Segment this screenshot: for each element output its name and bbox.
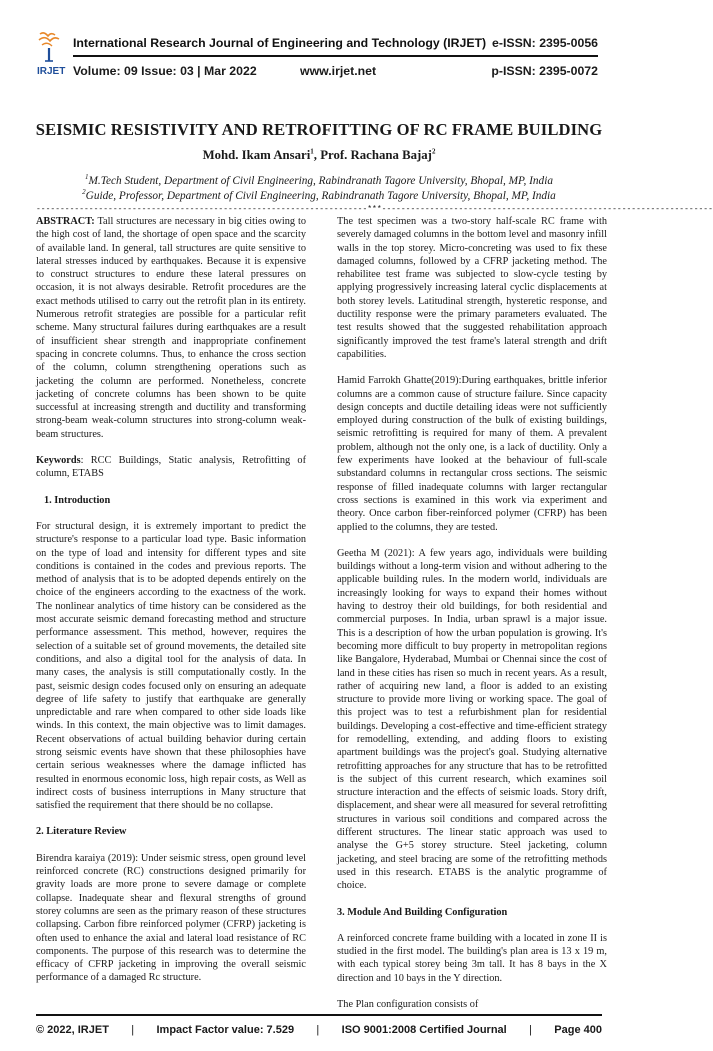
paper-title: SEISMIC RESISTIVITY AND RETROFITTING OF RC FRAME BUILDING (35, 120, 603, 139)
affiliation-1 (0, 175, 638, 187)
left-column (36, 215, 306, 985)
journal-header (0, 0, 638, 84)
header-rule (73, 55, 598, 57)
abstract-label: ABSTRACT: (36, 216, 95, 227)
author-1: Mohd. Ikam Ansari (202, 148, 311, 162)
section-divider: ---------------------------------------------------------------------***--------------------------------------------------------------------- (36, 205, 713, 214)
paragraph-hamid-farrokh: Hamid Farrokh Ghatte(2019):During earthquakes, brittle inferior columns are a common cause of structure failure. Since capacity design concepts and ductile detailing ideas were not sufficiently employed during construction of the bulk of existing buildings, seismic retrofitting is required for many of them. A prevalent problem, although not the only one, is a lack of ductility. Only a few experiments have looked at the behaviour of full-scale substandard columns in rectangular cross sections. The seismic response of filled inadequate columns with larger rectangular cross sections is examined in this work via experiment and theory. Once carbon fiber-reinforced polymer (CFRP) has been applied to the columns, they are tested. (337, 375, 607, 533)
right-column (337, 215, 607, 1011)
journal-website[interactable]: www.irjet.net (300, 64, 377, 78)
literature-review-text: Birendra karaiya (2019): Under seismic stress, open ground level reinforced concrete (RC) constructions designed primarily for gravity loads are more prone to severe damage or complete collapse. Inadequate shear and flexural strengths of ground storey columns are seen as the primary reason of these structures collapsing. Carbon fibre reinforced polymer (CFRP) jacketing is often used to enhance the axial and lateral load resistance of RC components. The purpose of this research was to determine the efficacy of CFRP jacketing in improving the overall seismic performance of a damaged Rc structure. (36, 852, 306, 984)
authors (0, 148, 638, 163)
keywords-label: Keywords (36, 455, 81, 467)
paragraph-building-model: A reinforced concrete frame building with a located in zone II is studied in the first model. The building's plan area is 13 x 19 m, with each typical storey being 3m tall. It has 8 bays in the X direction and 10 bays in the Y direction. (337, 932, 607, 984)
abstract-text: Tall structures are necessary in big cities owing to the high cost of land, the shortage of open space and the scarcity of available land. In general, tall structures are quite sensitive to lateral stresses induced by earthquakes. Because it is expensive to construct structures to endure these lateral pressures on occasion, it is not always desirable. Retrofit procedures are the exact methods utilised to carry out the retrofit plan in its entirety. Numerous retrofit strategies are possible for a particular refit scheme. Many structural failures during earthquakes are a result of insufficient shear strength and inappropriate confinement spacing in concrete columns. Thus, to enhance the cross section of the column, column strengthening operations such as jacketing the column are performed. Nonetheless, concrete jacketing of concrete columns has been shown to be quite successful at increasing strength and ductility and transforming strong-beam weak-column structures into strong-column weak-beam structures. (36, 216, 306, 440)
author-1-sup: 1 (310, 147, 314, 156)
affiliation-2-sup: 2 (82, 188, 86, 197)
paragraph-test-specimen: The test specimen was a two-story half-scale RC frame with severely damaged columns in the bottom level and masonry infill walls in the top storey. Micro-concreting was used to fix these damaged columns, followed by a CFRP jacketing method. The rehabilitee test frame was subjected to slow-cycle testing by applying progressively increasing lateral cyclic displacements at both storey levels. Latitudinal strength, hysteretic response, and ductility response were the primary parameters evaluated. The test results showed that the suggested rehabilitation approach significantly improved the test frame's lateral strength and drift capabilities. (337, 216, 607, 360)
author-separator: , (313, 148, 321, 162)
affiliation-1-text: M.Tech Student, Department of Civil Engineering, Rabindranath Tagore University, Bhopal, MP, India (88, 175, 553, 187)
keywords (36, 454, 306, 481)
copyright: © 2022, IRJET (36, 1024, 109, 1036)
volume-issue: Volume: 09 Issue: 03 | Mar 2022 (73, 64, 257, 78)
e-issn: e-ISSN: 2395-0056 (492, 36, 598, 50)
page-footer (36, 1024, 602, 1036)
module-configuration-heading: 3. Module And Building Configuration (337, 906, 508, 918)
author-2: Prof. Rachana Bajaj (320, 148, 432, 162)
author-2-sup: 2 (431, 147, 436, 156)
footer-separator: | (131, 1024, 135, 1036)
iso-certification: ISO 9001:2008 Certified Journal (341, 1024, 507, 1036)
footer-rule (36, 1014, 602, 1016)
page-number: Page 400 (554, 1024, 602, 1036)
literature-review-heading: 2. Literature Review (36, 826, 127, 838)
irjet-logo-icon (36, 30, 70, 76)
introduction-text: For structural design, it is extremely important to predict the structure's response to a particular load type. Basic information on the type of load and intensity for different types and site conditions is contained in the codes and previous reports. The method of analysis that is to be adopted depends entirely on the choice of the engineers according to the exactness of the work. The nonlinear analytics of time history can be considered as the most accurate seismic demand forecasting method and structure performance assessment. This method, however, requires the selection of a suitable set of ground movements, the detailed site conditions, and also a digital tool for the analysis of data. In many cases, the analysis is still computationally costly. In the past, seismic design codes focused only on ensuring an adequate degree of life safety to justify that earthquake are generally unpredictable and rare when compared to other side loads like winds. In this context, the main objective was to limit damages. Recent observations of actual building behavior during certain strong seismic events have shown that these philosophies have certain serious weaknesses where the damage inflicted has resulted in enormous economic loss, high repair costs, as Well as indirect costs of business interruptions in Many structure that satisfied the requirement that there should be no collapse. (36, 520, 306, 812)
logo-text: IRJET (37, 66, 66, 77)
footer-separator: | (529, 1024, 532, 1036)
affiliation-2 (0, 190, 638, 202)
affiliation-2-text: Guide, Professor, Department of Civil Engineering, Rabindranath Tagore University, Bhopal, MP, India (85, 190, 556, 202)
keywords-text: : RCC Buildings, Static analysis, Retrofitting of column, ETABS (36, 455, 306, 480)
affiliation-1-sup: 1 (84, 173, 89, 182)
journal-title: International Research Journal of Engineering and Technology (IRJET) (73, 36, 487, 50)
abstract (36, 215, 306, 441)
paragraph-plan-configuration: The Plan configuration consists of (337, 999, 479, 1011)
footer-separator: | (316, 1024, 320, 1036)
p-issn: p-ISSN: 2395-0072 (491, 64, 598, 78)
impact-factor: Impact Factor value: 7.529 (156, 1024, 295, 1036)
paragraph-geetha: Geetha M (2021): A few years ago, individuals were building buildings without a long-term vision and without adhering to the applicable building rules. In the modern world, individuals are increasingly looking for ways to expand their homes without having to destroy their old buildings, for both residential and commercial purposes. In India, urban sprawl is a major issue. This is a description of how the urban population is growing. It's becoming more difficult to buy property in metropolitan regions like Bangalore, Hyderabad, Mumbai or Chennai since the cost of land in these cities has risen so much in recent years. As a result, rather of acquiring new land, a floor is added to an existing structure to provide more living or working space. The goal of this project was to test a refurbishment plan for residential buildings. Developing a cost-effective and time-efficient strategy for remodelling, extending, and adding floors to existing apartment buildings was the project's goal. Studying alternative retrofitting approaches for any structure that has to be retrofitted is the subject of this current research, which examines soil structure interaction and the effects of seismic loads. Story drift, displacement, and shear were all measured for several retrofitting structures in various soil conditions and compared across the different structures. The linear static approach was used to analyse the G+5 storey structure. Steel jacketing, column jacketing, and steel bracing are some of the retrofitting methods used in this research. ETABS is the analytic programme of choice. (337, 547, 607, 892)
introduction-heading: 1. Introduction (44, 494, 111, 506)
